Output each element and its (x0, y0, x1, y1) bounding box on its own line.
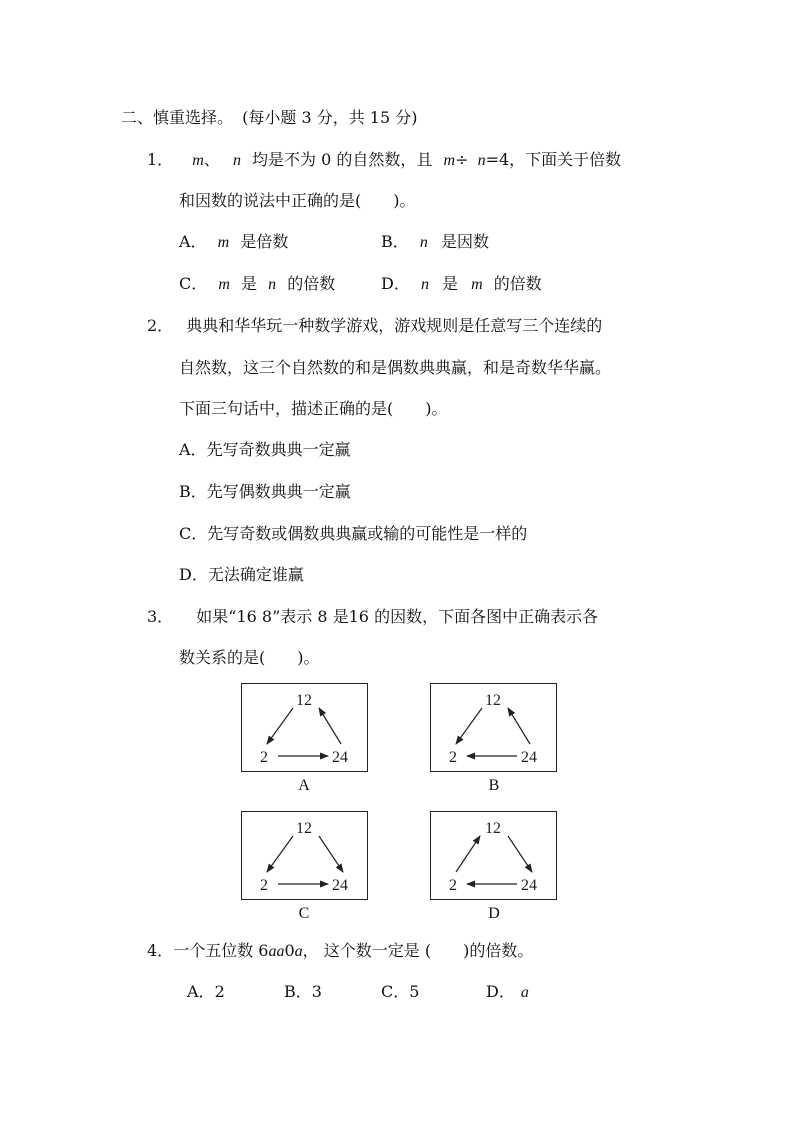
var-m: m (218, 276, 230, 293)
q1-option-c[interactable] (179, 274, 335, 295)
q4-option-d[interactable] (486, 982, 529, 1003)
node-2: 2 (260, 749, 268, 766)
q4-option-a[interactable] (187, 982, 225, 1002)
arrow-12-to-2 (456, 708, 482, 744)
arrow-12-to-24 (319, 836, 343, 872)
text: 如果“16 8”表示 8 是16 的因数，下面各图中正确表示各 (196, 607, 599, 626)
figure-c[interactable] (241, 811, 368, 900)
text: 典典和华华玩一种数学游戏，游戏规则是任意写三个连续的 (186, 316, 603, 335)
figure-a[interactable] (241, 683, 368, 772)
var-aa: aa (268, 943, 285, 960)
option-text: 的倍数 (493, 274, 542, 293)
option-text: 无法确定谁赢 (207, 565, 304, 584)
question-2-line-2: 自然数，这三个自然数的和是偶数典典赢，和是奇数华华赢。 (179, 358, 612, 377)
var-n: n (420, 276, 429, 293)
option-text: 先写偶数典典一定赢 (206, 482, 351, 501)
node-24: 24 (521, 877, 537, 894)
option-label: C． (381, 982, 410, 1001)
node-24: 24 (332, 749, 348, 766)
option-label: D． (486, 982, 515, 1001)
digit-0: 0 (284, 941, 295, 960)
node-2: 2 (449, 749, 457, 766)
option-label: A． (179, 232, 207, 251)
section-header (121, 108, 417, 128)
arrow-24-to-12 (319, 708, 341, 744)
option-text: 先写奇数典典一定赢 (206, 440, 351, 459)
option-label: D． (381, 274, 410, 293)
option-text: 是 (442, 274, 459, 293)
section-title: 二、慎重选择。 (121, 108, 234, 127)
question-number: 2． (147, 316, 174, 335)
var-m: m (471, 276, 483, 293)
figure-c-label: C (298, 905, 310, 922)
question-number: 1． (147, 150, 174, 169)
text: 、 (203, 150, 220, 169)
q2-option-a[interactable] (179, 440, 351, 460)
var-n: n (477, 152, 486, 169)
arrow-2-to-12 (456, 836, 480, 872)
figure-b[interactable] (430, 683, 557, 772)
option-text: 是 (241, 274, 258, 293)
question-3-line-2: 数关系的是( )。 (179, 648, 320, 667)
figure-b-label: B (488, 777, 500, 794)
option-label: D． (179, 565, 208, 584)
option-text: 是倍数 (240, 232, 289, 251)
option-text: 先写奇数或偶数典典赢或输的可能性是一样的 (207, 524, 528, 543)
question-number: 3． (147, 607, 174, 626)
figure-a-label: A (298, 777, 310, 794)
figure-d-label: D (488, 905, 500, 922)
question-number: 4． (147, 941, 174, 960)
arrow-24-to-12 (508, 708, 530, 744)
question-1-line-2: 和因数的说法中正确的是( )。 (179, 191, 416, 210)
text: 均是不为 0 的自然数，且 (252, 150, 433, 169)
q4-option-c[interactable] (381, 982, 419, 1002)
option-text: 3 (311, 982, 322, 1001)
text: =4，下面关于倍数 (485, 150, 622, 169)
option-label: B． (381, 232, 409, 251)
option-text: 5 (409, 982, 420, 1001)
var-n: n (232, 152, 241, 169)
var-a: a (294, 943, 303, 960)
arrow-12-to-2 (267, 708, 293, 744)
node-12: 12 (296, 820, 312, 837)
question-1-line-1 (147, 150, 621, 171)
figure-d[interactable] (430, 811, 557, 900)
node-12: 12 (296, 692, 312, 709)
node-2: 2 (449, 877, 457, 894)
text: 一个五位数 6 (173, 941, 269, 960)
node-24: 24 (521, 749, 537, 766)
q1-option-a[interactable] (179, 232, 288, 253)
question-2-line-3: 下面三句话中，描述正确的是( )。 (179, 399, 448, 418)
node-12: 12 (485, 820, 501, 837)
var-m: m (192, 152, 204, 169)
option-text: 2 (214, 982, 225, 1001)
option-text: 的倍数 (287, 274, 336, 293)
q1-option-d[interactable] (381, 274, 542, 295)
node-2: 2 (260, 877, 268, 894)
option-label: B． (179, 482, 207, 501)
option-label: A． (179, 440, 207, 459)
option-text: a (520, 984, 529, 1001)
q2-option-b[interactable] (179, 482, 351, 502)
q4-option-b[interactable] (284, 982, 322, 1002)
option-label: A． (187, 982, 215, 1001)
divide-sign: ÷ (455, 150, 469, 169)
question-4-line-1 (147, 941, 533, 962)
question-2-line-1 (147, 316, 602, 336)
q2-option-c[interactable] (179, 524, 527, 544)
var-n: n (419, 234, 428, 251)
q2-option-d[interactable] (179, 565, 304, 585)
option-text: 是因数 (440, 232, 489, 251)
option-label: C． (179, 524, 208, 543)
node-12: 12 (485, 692, 501, 709)
var-n: n (268, 276, 277, 293)
option-label: C． (179, 274, 208, 293)
section-note: (每小题 3 分，共 15 分) (242, 108, 418, 127)
question-3-line-1 (147, 607, 598, 627)
arrow-12-to-2 (267, 836, 293, 872)
var-m: m (443, 152, 456, 169)
q1-option-b[interactable] (381, 232, 489, 253)
text: ， 这个数一定是 ( )的倍数。 (302, 941, 534, 960)
var-m: m (217, 234, 230, 251)
node-24: 24 (332, 877, 348, 894)
arrow-12-to-24 (508, 836, 532, 872)
option-label: B． (284, 982, 312, 1001)
